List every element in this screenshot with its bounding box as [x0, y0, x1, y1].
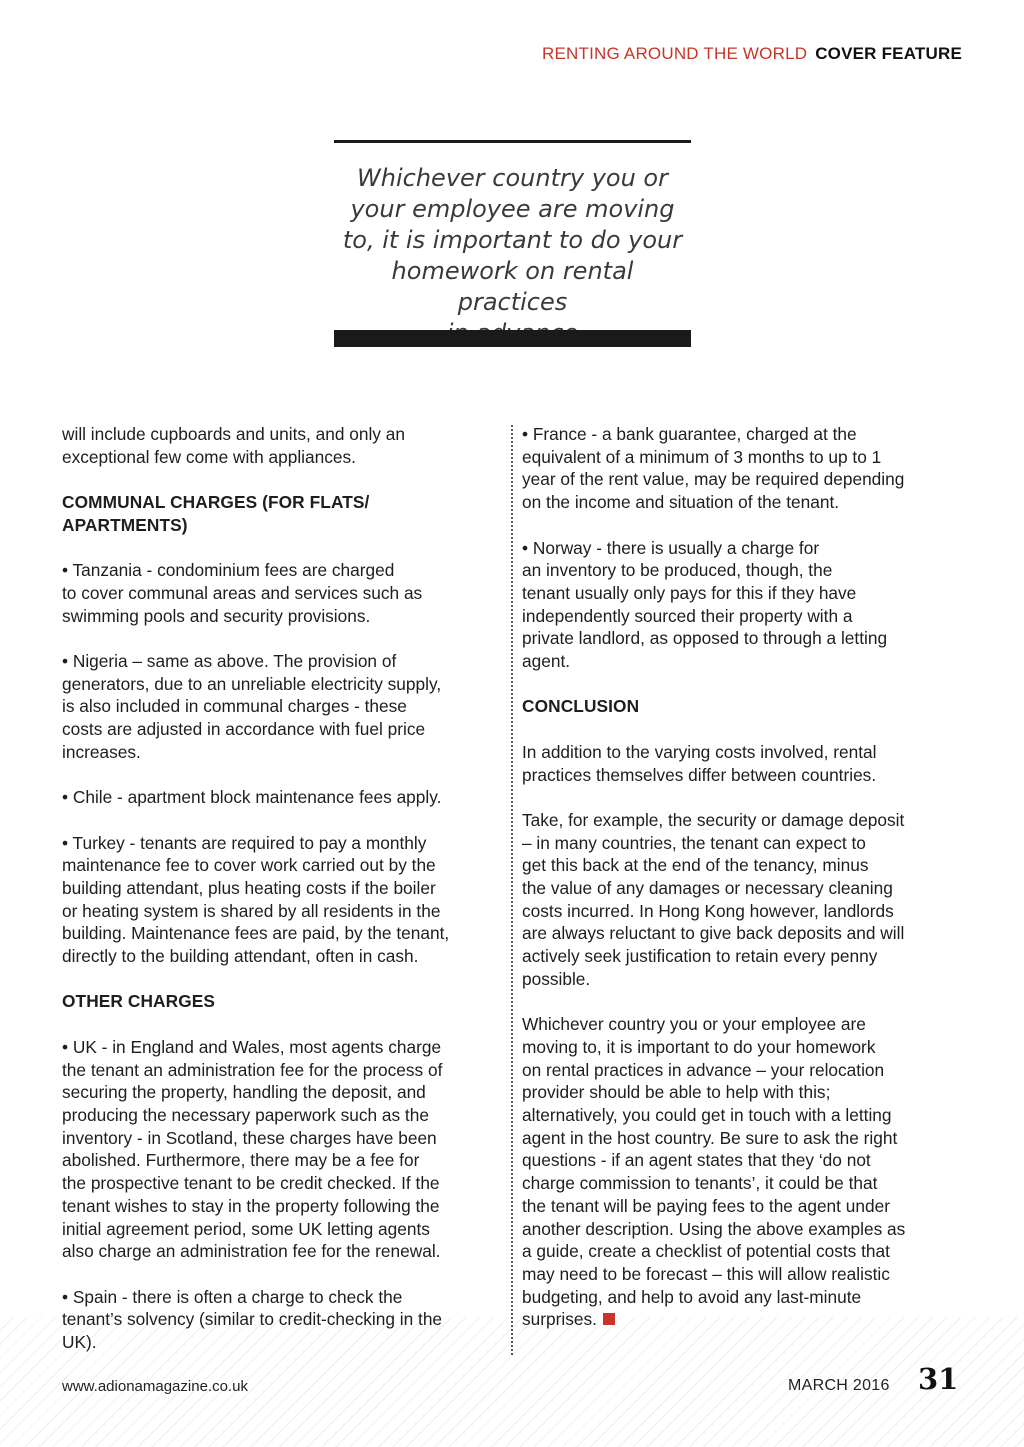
- paragraph-intro: [62, 423, 502, 468]
- text-line: tenant wishes to stay in the property following the: [62, 1195, 440, 1216]
- text-line: equivalent of a minimum of 3 months to up to 1: [522, 446, 882, 467]
- text-line: to cover communal areas and services such as: [62, 582, 423, 603]
- text-line: possible.: [522, 968, 591, 989]
- text-line: charge commission to tenants’, it could be that: [522, 1173, 878, 1194]
- pullquote-bottom-bar: [334, 330, 691, 347]
- text-line: abolished. Furthermore, there may be a fee for: [62, 1150, 420, 1171]
- text-line: tenant’s solvency (similar to credit-checking in the: [62, 1309, 443, 1330]
- bullet-tanzania: [62, 559, 502, 627]
- left-column: [62, 423, 502, 1354]
- bullet-uk: [62, 1036, 502, 1263]
- text-line: agent.: [522, 651, 571, 672]
- bullet-nigeria: [62, 650, 502, 764]
- text-line: actively seek justification to retain every penny: [522, 946, 878, 967]
- paragraph-addition: [522, 741, 962, 786]
- heading-line: CONCLUSION: [522, 696, 640, 717]
- bullet-france: [522, 423, 962, 514]
- text-line: budgeting, and help to avoid any last-minute: [522, 1286, 862, 1307]
- text-line: may need to be forecast – this will allow realistic: [522, 1263, 890, 1284]
- text-line: swimming pools and security provisions.: [62, 605, 371, 626]
- text-line: maintenance fee to cover work carried out by the: [62, 855, 436, 876]
- text-line: alternatively, you could get in touch with a letting: [522, 1105, 892, 1126]
- text-line: Whichever country you or your employee are: [522, 1014, 866, 1035]
- text-line: the tenant will be paying fees to the agent under: [522, 1195, 890, 1216]
- text-line: agent in the host country. Be sure to ask the right: [522, 1127, 898, 1148]
- heading-conclusion: [522, 695, 962, 718]
- pullquote-top-rule: [334, 140, 691, 143]
- text-line: the prospective tenant to be credit checked. If the: [62, 1173, 440, 1194]
- text-line: securing the property, handling the deposit, and: [62, 1082, 426, 1103]
- footer-issue-date: MARCH 2016: [788, 1377, 890, 1394]
- paragraph-example: [522, 809, 962, 991]
- heading-line: APARTMENTS): [62, 514, 188, 535]
- pullquote-line: Whichever country you or: [357, 164, 668, 192]
- pullquote: [334, 163, 691, 349]
- pullquote-line: homework on rental practices: [391, 257, 634, 316]
- text-line: practices themselves differ between countries.: [522, 764, 877, 785]
- text-line: increases.: [62, 741, 141, 762]
- text-line: inventory - in Scotland, these charges have been: [62, 1127, 437, 1148]
- text-line: – in many countries, the tenant can expect to: [522, 832, 866, 853]
- bullet-chile: [62, 786, 502, 809]
- text-line: the value of any damages or necessary cleaning: [522, 878, 893, 898]
- text-line: Take, for example, the security or damage deposit: [522, 809, 905, 830]
- running-header: [542, 44, 962, 64]
- text-line: tenant usually only pays for this if they have: [522, 582, 857, 603]
- text-line: also charge an administration fee for the renewal.: [62, 1241, 441, 1262]
- end-of-article-mark: [603, 1313, 615, 1325]
- text-line: • Spain - there is often a charge to check the: [62, 1286, 403, 1307]
- text-line: is also included in communal charges - these: [62, 696, 407, 717]
- text-line: • France - a bank guarantee, charged at the: [522, 424, 857, 444]
- footer-website-url: www.adionamagazine.co.uk: [62, 1378, 248, 1395]
- heading-line: OTHER CHARGES: [62, 991, 216, 1012]
- text-line: • Turkey - tenants are required to pay a monthly: [62, 832, 427, 853]
- text-line: year of the rent value, may be required depending: [522, 469, 905, 490]
- heading-communal-charges: [62, 491, 502, 536]
- text-line: UK).: [62, 1332, 97, 1352]
- text-line: exceptional few come with appliances.: [62, 446, 356, 467]
- text-line: an inventory to be produced, though, the: [522, 560, 833, 581]
- text-line: directly to the building attendant, often in cash.: [62, 946, 419, 967]
- text-line: the tenant an administration fee for the process of: [62, 1059, 443, 1080]
- text-line: building. Maintenance fees are paid, by the tenant,: [62, 923, 450, 944]
- text-line: provider should be able to help with this;: [522, 1082, 831, 1103]
- text-line: costs incurred. In Hong Kong however, landlords: [522, 900, 894, 921]
- pullquote-line: to, it is important to do your: [342, 226, 683, 254]
- text-line: • Tanzania - condominium fees are charged: [62, 560, 395, 581]
- text-line: • Norway - there is usually a charge for: [522, 537, 820, 558]
- text-line: questions - if an agent states that they ‘do not: [522, 1150, 871, 1171]
- text-line: initial agreement period, some UK letting agents: [62, 1218, 430, 1239]
- text-line: producing the necessary paperwork such as the: [62, 1104, 429, 1125]
- text-line-last: [522, 1308, 962, 1331]
- bullet-turkey: [62, 832, 502, 968]
- section-title: RENTING AROUND THE WORLD: [542, 44, 808, 63]
- text-line: private landlord, as opposed to through a letting: [522, 628, 888, 649]
- bullet-spain: [62, 1286, 502, 1354]
- bullet-norway: [522, 537, 962, 673]
- text-line: will include cupboards and units, and only an: [62, 424, 405, 444]
- text-line: surprises.: [522, 1309, 597, 1330]
- text-line: • Nigeria – same as above. The provision of: [62, 650, 397, 671]
- text-line: building attendant, plus heating costs if the boiler: [62, 877, 436, 898]
- text-line: In addition to the varying costs involved, rental: [522, 741, 877, 762]
- text-line: • Chile - apartment block maintenance fees apply.: [62, 787, 442, 808]
- heading-line: COMMUNAL CHARGES (FOR FLATS/: [62, 492, 370, 513]
- text-line: moving to, it is important to do your homework: [522, 1036, 876, 1057]
- text-line: on rental practices in advance – your relocation: [522, 1059, 885, 1080]
- text-line: a guide, create a checklist of potential costs that: [522, 1241, 890, 1262]
- right-column: [522, 423, 962, 1331]
- page-number: 31: [918, 1362, 959, 1396]
- text-line: generators, due to an unreliable electricity supply,: [62, 673, 442, 694]
- pullquote-line: your employee are moving: [350, 195, 675, 223]
- heading-other-charges: [62, 990, 502, 1013]
- text-line: • UK - in England and Wales, most agents charge: [62, 1036, 442, 1057]
- text-line: or heating system is shared by all residents in the: [62, 900, 441, 921]
- text-line: costs are adjusted in accordance with fuel price: [62, 719, 426, 740]
- text-line: another description. Using the above examples as: [522, 1218, 906, 1239]
- column-divider: [511, 425, 513, 1355]
- feature-label: COVER FEATURE: [815, 44, 962, 63]
- paragraph-whichever: [522, 1013, 962, 1331]
- text-line: get this back at the end of the tenancy, minus: [522, 855, 869, 876]
- text-line: on the income and situation of the tenant.: [522, 492, 840, 513]
- text-line: independently sourced their property with a: [522, 605, 853, 626]
- text-line: are always reluctant to give back deposits and will: [522, 923, 905, 944]
